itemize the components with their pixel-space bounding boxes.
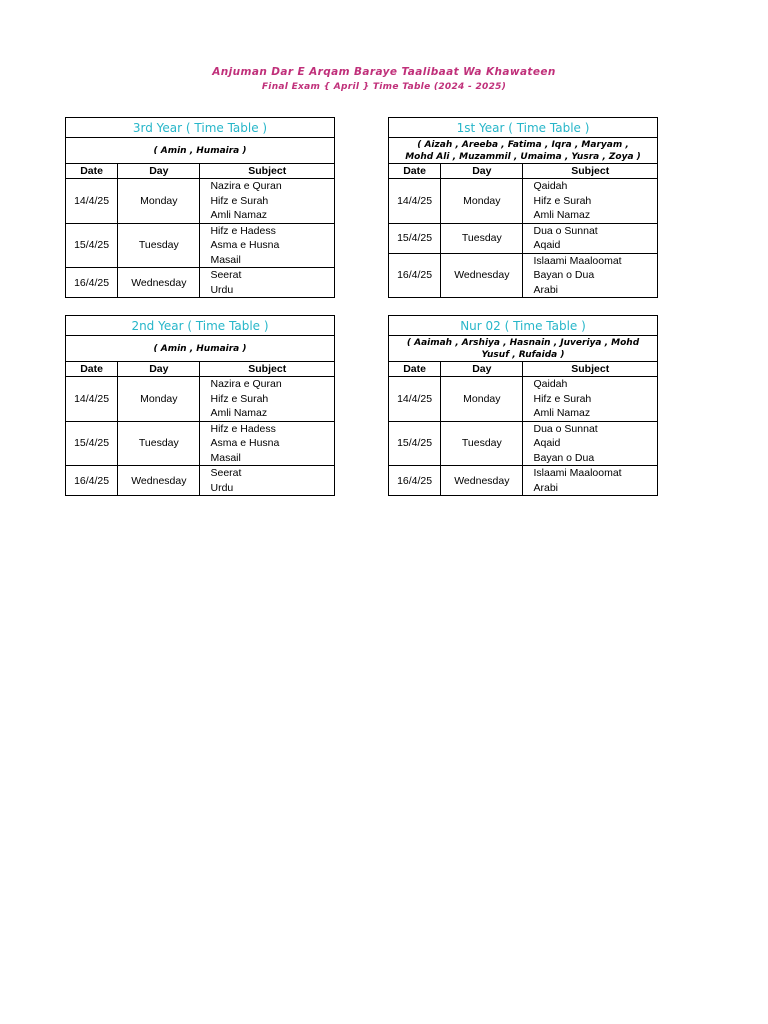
day-cell: Tuesday — [441, 223, 523, 253]
table-row — [389, 466, 658, 496]
table-row — [66, 421, 335, 466]
table-row — [66, 179, 335, 224]
column-header-date: Date — [389, 164, 441, 179]
table-row — [389, 223, 658, 253]
subject-item: Nazira e Quran — [210, 378, 282, 390]
date-cell: 16/4/25 — [66, 268, 118, 298]
column-header-date: Date — [66, 164, 118, 179]
subject-item: Amli Namaz — [533, 407, 591, 419]
column-header-day: Day — [118, 362, 200, 377]
column-header-subject: Subject — [523, 164, 658, 179]
column-header-date: Date — [389, 362, 441, 377]
subject-item: Hifz e Surah — [210, 194, 269, 207]
date-cell: 14/4/25 — [389, 377, 441, 422]
date-cell: 15/4/25 — [66, 421, 118, 466]
timetable-nur-02 — [388, 315, 658, 496]
table-row — [389, 179, 658, 224]
subject-item: Qaidah — [533, 180, 568, 192]
student-names-line: ( Aaimah , Arshiya , Hasnain , Juveriya , Mohd — [406, 337, 640, 348]
subject-item: Aqaid — [533, 239, 561, 251]
table-title: 1st Year ( Time Table ) — [389, 118, 658, 138]
subject-item: Urdu — [210, 283, 234, 296]
student-names: ( Amin , Humaira ) — [66, 138, 335, 164]
subject-item: Nazira e Quran — [210, 180, 282, 192]
column-header-subject: Subject — [200, 362, 335, 377]
subject-cell — [200, 466, 335, 496]
subject-item: Amli Namaz — [210, 209, 268, 221]
day-cell: Wednesday — [441, 253, 523, 298]
subject-item: Urdu — [210, 481, 234, 494]
subject-item: Amli Namaz — [210, 407, 268, 419]
day-cell: Wednesday — [118, 466, 200, 496]
subject-item: Hifz e Hadess — [210, 224, 276, 237]
day-cell: Monday — [118, 179, 200, 224]
student-names: ( Amin , Humaira ) — [66, 336, 335, 362]
table-row — [389, 377, 658, 422]
subject-cell — [523, 179, 658, 224]
date-cell: 15/4/25 — [389, 421, 441, 466]
subject-item: Amli Namaz — [533, 209, 591, 221]
subject-item: Masail — [210, 253, 241, 266]
day-cell: Tuesday — [118, 223, 200, 268]
organization-title: Anjuman Dar E Arqam Baraye Taalibaat Wa Khawateen — [212, 66, 556, 78]
table-row — [389, 253, 658, 298]
subject-cell — [523, 466, 658, 496]
subject-item: Islaami Maaloomat — [533, 254, 622, 267]
day-cell: Monday — [441, 179, 523, 224]
table-row — [66, 377, 335, 422]
subject-cell — [523, 421, 658, 466]
subject-item: Arabi — [533, 481, 558, 494]
subject-item: Dua o Sunnat — [533, 224, 598, 237]
date-cell: 14/4/25 — [389, 179, 441, 224]
day-cell: Tuesday — [441, 421, 523, 466]
student-names-line: Yusuf , Rufaida ) — [481, 349, 565, 360]
subject-item: Hifz e Surah — [533, 392, 592, 405]
column-header-subject: Subject — [523, 362, 658, 377]
day-cell: Monday — [441, 377, 523, 422]
date-cell: 15/4/25 — [66, 223, 118, 268]
subject-cell — [200, 421, 335, 466]
table-row — [66, 223, 335, 268]
student-names — [389, 336, 658, 362]
table-row — [389, 421, 658, 466]
subject-cell — [200, 377, 335, 422]
student-names — [389, 138, 658, 164]
subject-cell — [200, 223, 335, 268]
column-header-subject: Subject — [200, 164, 335, 179]
column-header-date: Date — [66, 362, 118, 377]
subject-cell — [200, 268, 335, 298]
subject-item: Bayan o Dua — [533, 269, 595, 281]
subject-item: Bayan o Dua — [533, 451, 595, 464]
date-cell: 16/4/25 — [389, 253, 441, 298]
column-header-day: Day — [441, 362, 523, 377]
subject-cell — [523, 223, 658, 253]
subject-cell — [523, 377, 658, 422]
subject-item: Asma e Husna — [210, 239, 280, 251]
timetable-1st-year — [388, 117, 658, 298]
date-cell: 14/4/25 — [66, 377, 118, 422]
table-title: Nur 02 ( Time Table ) — [389, 316, 658, 336]
subject-item: Hifz e Surah — [533, 194, 592, 207]
subject-item: Hifz e Hadess — [210, 422, 276, 435]
timetable-3rd-year — [65, 117, 335, 298]
table-row — [66, 466, 335, 496]
student-names-line: ( Aizah , Areeba , Fatima , Iqra , Maryam , — [417, 139, 629, 150]
timetable-2nd-year — [65, 315, 335, 496]
subject-item: Dua o Sunnat — [533, 422, 598, 435]
exam-title: Final Exam { April } Time Table (2024 - 2025) — [261, 82, 507, 92]
subject-item: Masail — [210, 451, 241, 464]
date-cell: 16/4/25 — [389, 466, 441, 496]
column-header-day: Day — [118, 164, 200, 179]
date-cell: 14/4/25 — [66, 179, 118, 224]
subject-item: Islaami Maaloomat — [533, 467, 622, 479]
subject-item: Aqaid — [533, 437, 561, 449]
subject-item: Hifz e Surah — [210, 392, 269, 405]
day-cell: Monday — [118, 377, 200, 422]
day-cell: Wednesday — [118, 268, 200, 298]
subject-item: Arabi — [533, 283, 558, 296]
student-names-line: Mohd Ali , Muzammil , Umaima , Yusra , Zoya ) — [405, 151, 641, 162]
column-header-day: Day — [441, 164, 523, 179]
date-cell: 16/4/25 — [66, 466, 118, 496]
subject-item: Asma e Husna — [210, 437, 280, 449]
subject-item: Seerat — [210, 269, 242, 281]
date-cell: 15/4/25 — [389, 223, 441, 253]
subject-cell — [200, 179, 335, 224]
day-cell: Tuesday — [118, 421, 200, 466]
day-cell: Wednesday — [441, 466, 523, 496]
table-title: 3rd Year ( Time Table ) — [66, 118, 335, 138]
subject-item: Qaidah — [533, 378, 568, 390]
subject-cell — [523, 253, 658, 298]
table-row — [66, 268, 335, 298]
subject-item: Seerat — [210, 467, 242, 479]
table-title: 2nd Year ( Time Table ) — [66, 316, 335, 336]
